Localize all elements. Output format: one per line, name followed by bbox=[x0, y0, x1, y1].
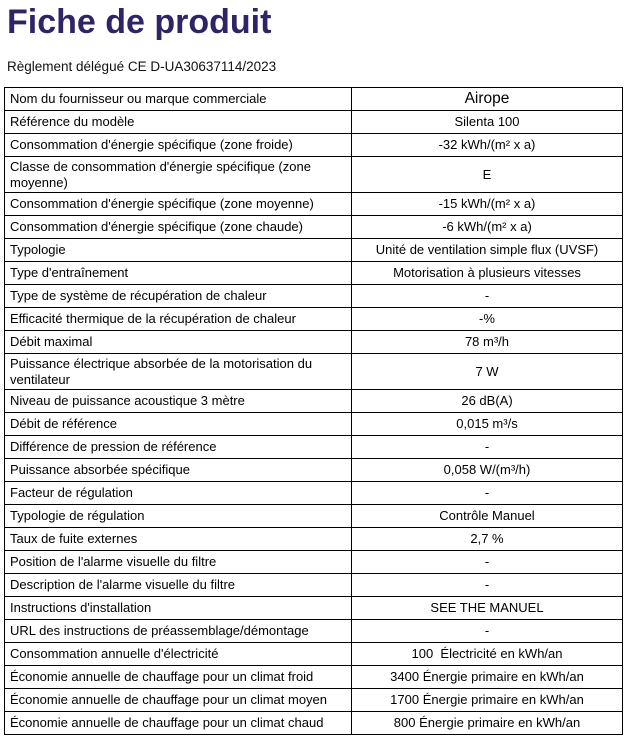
row-label: Consommation annuelle d'électricité bbox=[5, 643, 352, 666]
table-row bbox=[5, 239, 623, 262]
row-value: - bbox=[352, 436, 623, 459]
table-row bbox=[5, 574, 623, 597]
row-label: Consommation d'énergie spécifique (zone moyenne) bbox=[5, 193, 352, 216]
row-value: 1700 Énergie primaire en kWh/an bbox=[352, 689, 623, 712]
row-value: -32 kWh/(m² x a) bbox=[352, 134, 623, 157]
row-label: Économie annuelle de chauffage pour un climat moyen bbox=[5, 689, 352, 712]
table-row bbox=[5, 459, 623, 482]
row-value: Motorisation à plusieurs vitesses bbox=[352, 262, 623, 285]
row-value: SEE THE MANUEL bbox=[352, 597, 623, 620]
table-row bbox=[5, 620, 623, 643]
table-row bbox=[5, 308, 623, 331]
row-value: 2,7 % bbox=[352, 528, 623, 551]
row-value: 0,058 W/(m³/h) bbox=[352, 459, 623, 482]
row-label: Puissance absorbée spécifique bbox=[5, 459, 352, 482]
row-label: Nom du fournisseur ou marque commerciale bbox=[5, 88, 352, 111]
table-row bbox=[5, 193, 623, 216]
row-label: Économie annuelle de chauffage pour un climat chaud bbox=[5, 712, 352, 735]
row-label: Typologie bbox=[5, 239, 352, 262]
row-value: E bbox=[352, 157, 623, 193]
row-value: - bbox=[352, 551, 623, 574]
table-row bbox=[5, 354, 623, 390]
row-label: Consommation d'énergie spécifique (zone chaude) bbox=[5, 216, 352, 239]
row-value: Silenta 100 bbox=[352, 111, 623, 134]
table-row bbox=[5, 390, 623, 413]
table-row bbox=[5, 551, 623, 574]
table-row bbox=[5, 413, 623, 436]
table-row bbox=[5, 216, 623, 239]
row-value: 26 dB(A) bbox=[352, 390, 623, 413]
row-value: 3400 Énergie primaire en kWh/an bbox=[352, 666, 623, 689]
row-label: Description de l'alarme visuelle du filtre bbox=[5, 574, 352, 597]
table-row bbox=[5, 285, 623, 308]
row-label: Type d'entraînement bbox=[5, 262, 352, 285]
table-row bbox=[5, 666, 623, 689]
table-row bbox=[5, 111, 623, 134]
table-row bbox=[5, 331, 623, 354]
row-value: - bbox=[352, 620, 623, 643]
page-title: Fiche de produit bbox=[7, 3, 272, 41]
table-row bbox=[5, 482, 623, 505]
row-value: - bbox=[352, 482, 623, 505]
table-row bbox=[5, 157, 623, 193]
row-value: - bbox=[352, 574, 623, 597]
row-label: Niveau de puissance acoustique 3 mètre bbox=[5, 390, 352, 413]
row-value: Airope bbox=[352, 88, 623, 111]
row-label: Type de système de récupération de chaleur bbox=[5, 285, 352, 308]
table-row bbox=[5, 597, 623, 620]
row-value: Contrôle Manuel bbox=[352, 505, 623, 528]
product-table-body bbox=[5, 88, 623, 735]
row-label: Consommation d'énergie spécifique (zone froide) bbox=[5, 134, 352, 157]
table-row bbox=[5, 436, 623, 459]
row-label: Différence de pression de référence bbox=[5, 436, 352, 459]
table-row bbox=[5, 643, 623, 666]
table-row bbox=[5, 262, 623, 285]
row-label: Économie annuelle de chauffage pour un climat froid bbox=[5, 666, 352, 689]
row-value: 7 W bbox=[352, 354, 623, 390]
row-value: 100 Électricité en kWh/an bbox=[352, 643, 623, 666]
row-label: URL des instructions de préassemblage/démontage bbox=[5, 620, 352, 643]
row-label: Puissance électrique absorbée de la motorisation du ventilateur bbox=[5, 354, 352, 390]
table-row bbox=[5, 134, 623, 157]
row-label: Facteur de régulation bbox=[5, 482, 352, 505]
row-label: Débit de référence bbox=[5, 413, 352, 436]
row-label: Position de l'alarme visuelle du filtre bbox=[5, 551, 352, 574]
row-label: Instructions d'installation bbox=[5, 597, 352, 620]
row-value: -6 kWh/(m² x a) bbox=[352, 216, 623, 239]
row-label: Typologie de régulation bbox=[5, 505, 352, 528]
row-value: - bbox=[352, 285, 623, 308]
regulation-reference: Règlement délégué CE D-UA30637114/2023 bbox=[7, 59, 277, 74]
table-row bbox=[5, 689, 623, 712]
row-value: 78 m³/h bbox=[352, 331, 623, 354]
table-row bbox=[5, 712, 623, 735]
row-label: Classe de consommation d'énergie spécifique (zone moyenne) bbox=[5, 157, 352, 193]
row-label: Débit maximal bbox=[5, 331, 352, 354]
row-label: Efficacité thermique de la récupération de chaleur bbox=[5, 308, 352, 331]
table-row bbox=[5, 528, 623, 551]
row-value: -15 kWh/(m² x a) bbox=[352, 193, 623, 216]
table-row bbox=[5, 88, 623, 111]
row-label: Référence du modèle bbox=[5, 111, 352, 134]
row-label: Taux de fuite externes bbox=[5, 528, 352, 551]
table-row bbox=[5, 505, 623, 528]
row-value: Unité de ventilation simple flux (UVSF) bbox=[352, 239, 623, 262]
row-value: 0,015 m³/s bbox=[352, 413, 623, 436]
row-value: 800 Énergie primaire en kWh/an bbox=[352, 712, 623, 735]
product-spec-table bbox=[4, 87, 623, 735]
row-value: -% bbox=[352, 308, 623, 331]
